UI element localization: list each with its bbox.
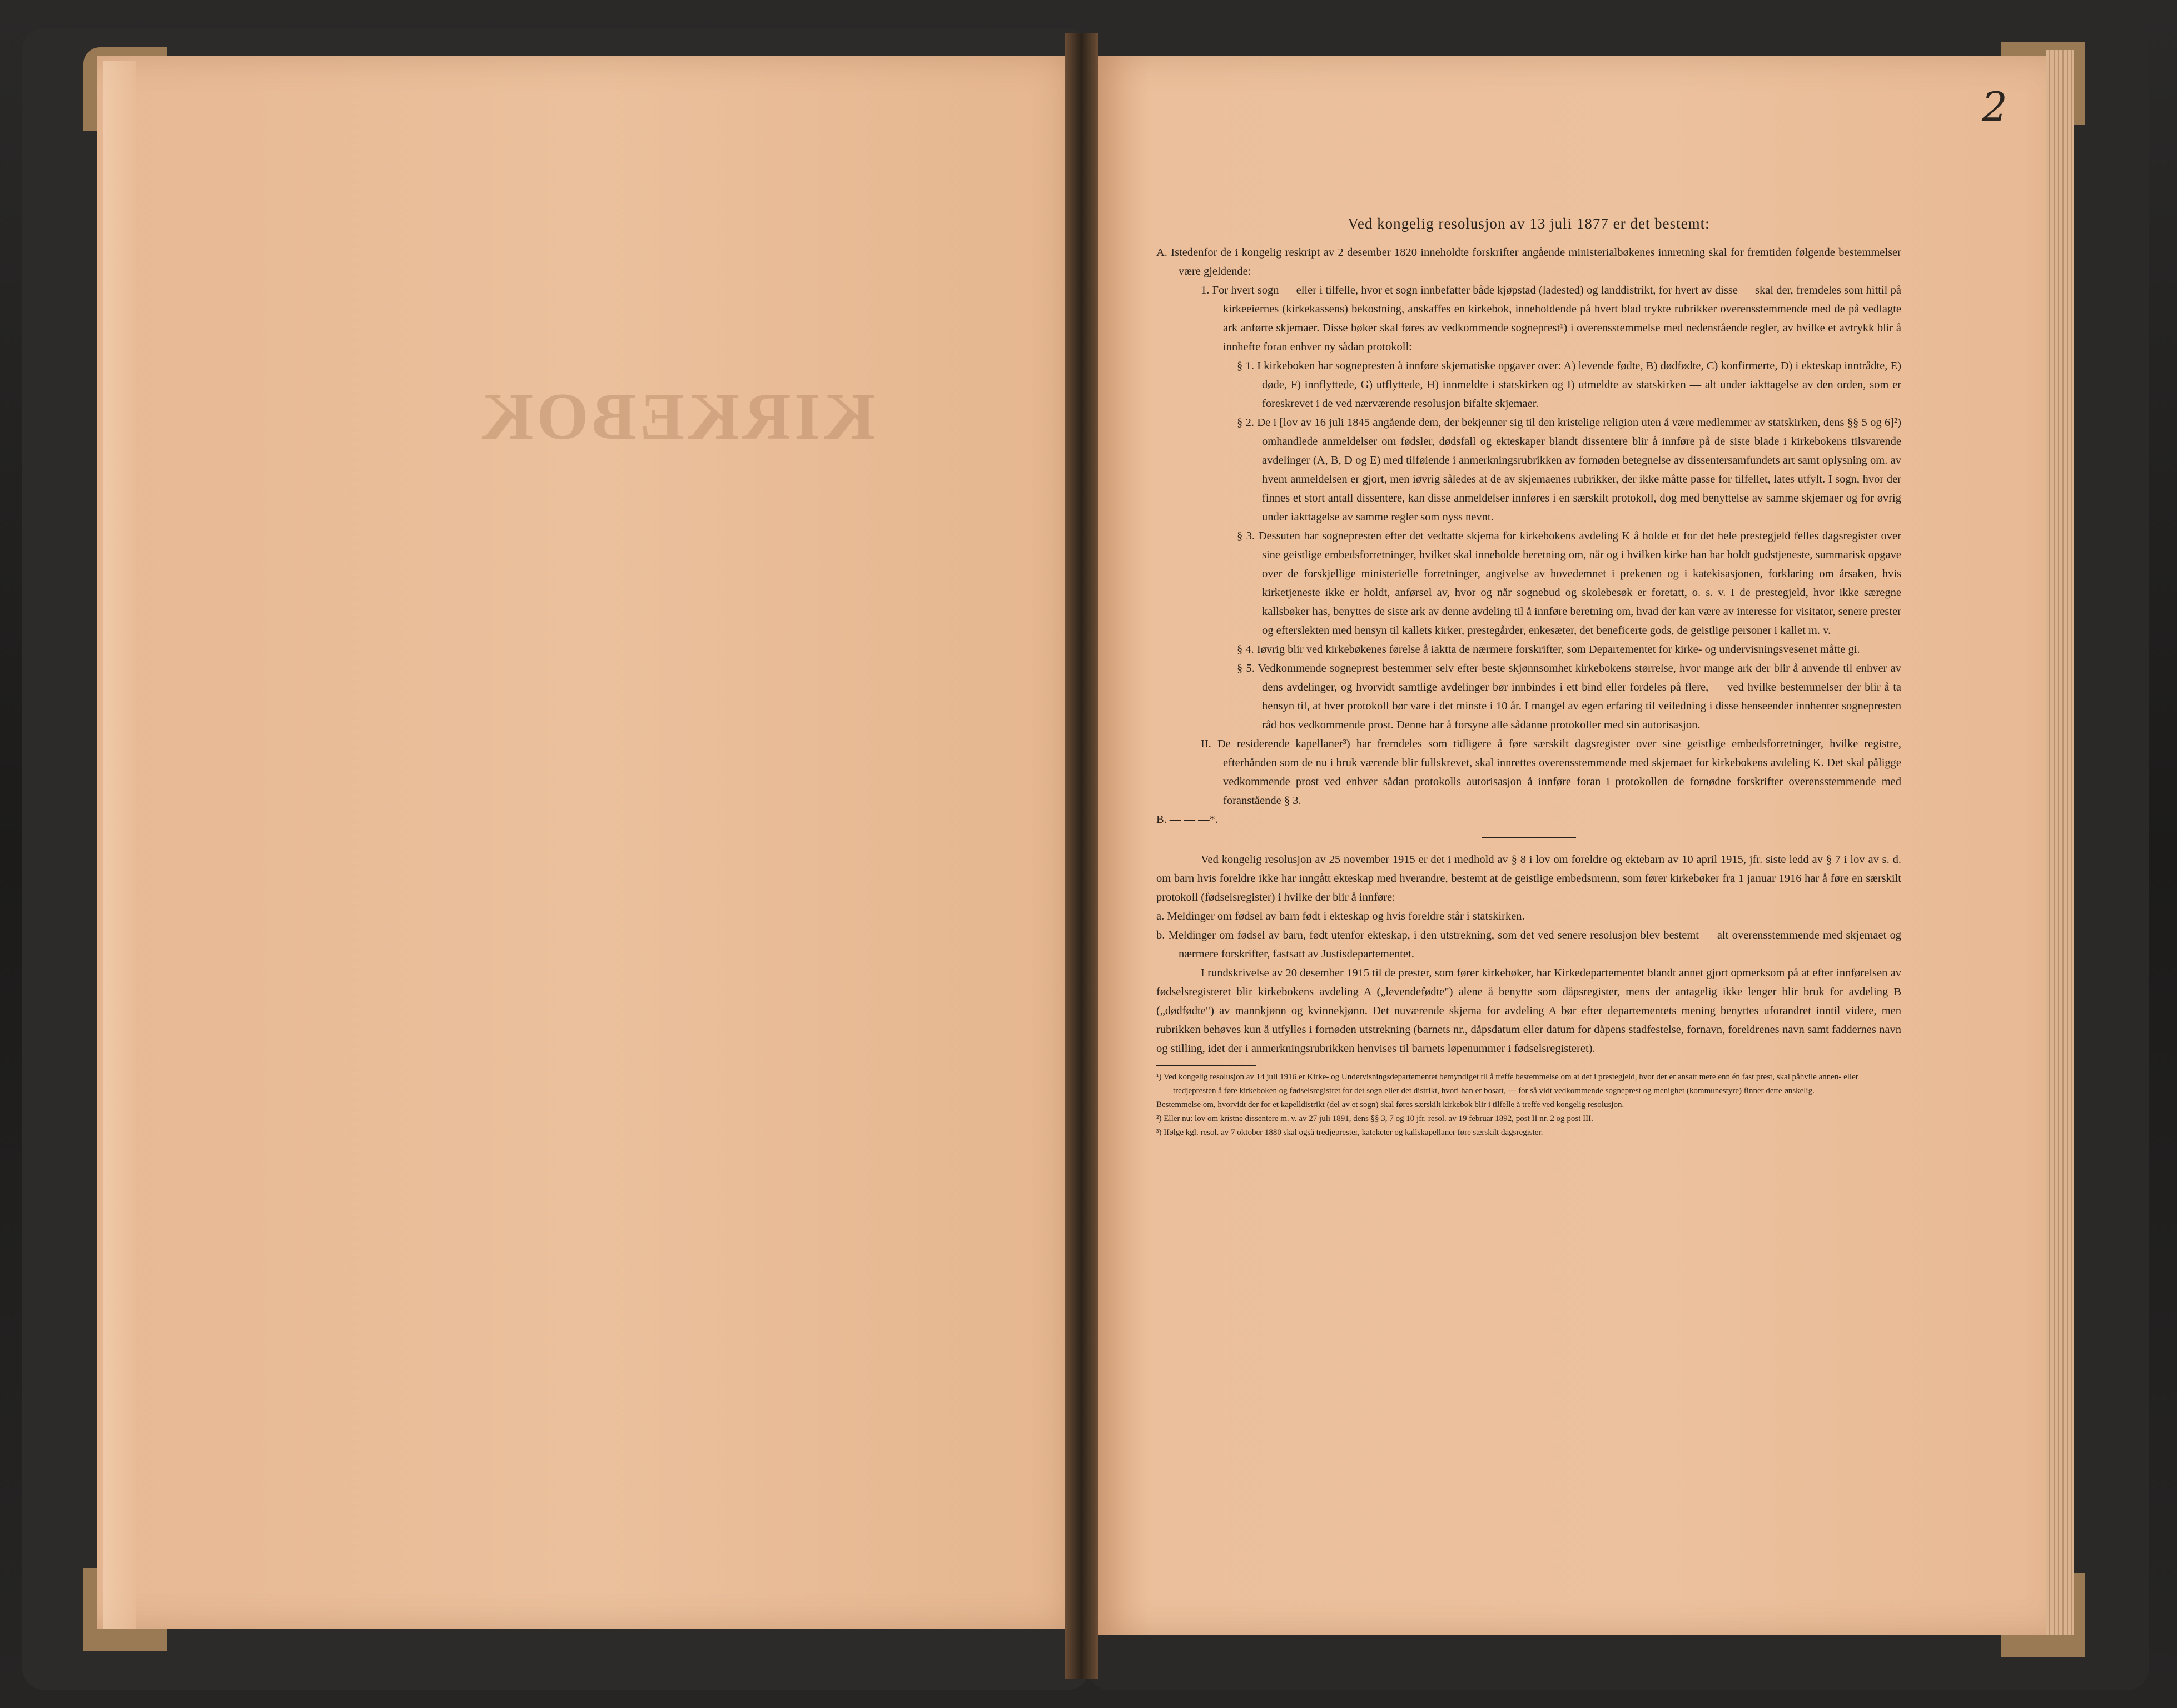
later-resolutions	[1156, 850, 1901, 1058]
footnote: ³) Ifølge kgl. resol. av 7 oktober 1880 skal også tredjeprester, kateketer og kallskapellaner føre særskilt dagsregister.	[1156, 1128, 1543, 1137]
footnotes	[1156, 1070, 1901, 1140]
footnote: ¹) Ved kongelig resolusjon av 14 juli 1916 er Kirke- og Undervisningsdepartementet bemyndiget til å treffe bestemmelse om at det i prestegjeld, hvor der er ansatt mere enn én fast prest, skal påhvile annen- eller tredjepresten å føre kirkeboken og fødselsregistret for det sogn eller det distrikt, hvori han er bosatt, — for så vidt vedkommende sogneprest og menighet (kommunestyre) finner dette ønskelig.	[1156, 1073, 1858, 1095]
handwritten-page-number: 2	[1982, 83, 2007, 130]
footnote-divider	[1156, 1065, 1256, 1066]
regulation-paragraph: § 1. I kirkeboken har sognepresten å innføre skjematiske opgaver over: A) levende fødte, B) dødfødte, C) konfirmerte, D) i ekteskap inntrådte, E) døde, F) innflyttede, G) utflyttede, H) innmeldte i statskirken og I) utmeldte av statskirken — alt under iakttagelse av den orden, som er foreskrevet i de ved nærværende resolusjon bifalte skjemaer.	[1237, 360, 1901, 410]
book-gutter	[1065, 33, 1098, 1679]
resolution-paragraph: a. Meldinger om fødsel av barn født i ekteskap og hvis foreldre står i statskirken.	[1156, 910, 1525, 922]
regulation-paragraph: B. — — —*.	[1156, 813, 1219, 826]
page-block-edges	[2046, 50, 2074, 1635]
left-page	[97, 56, 1084, 1629]
resolution-paragraph: Ved kongelig resolusjon av 25 november 1915 er det i medhold av § 8 i lov om foreldre og ektebarn av 10 april 1915, jfr. siste ledd av § 7 i lov av s. d. om barn hvis foreldre ikke har inngått ekteskap med hverandre, bestemt at de geistlige embedsmenn, som fører kirkebøker fra 1 januar 1916 har å føre en særskilt protokoll (fødselsregister) i hvilke der blir å innføre:	[1156, 853, 1901, 903]
resolution-paragraph: I rundskrivelse av 20 desember 1915 til de prester, som fører kirkebøker, har Kirkedepartementet blandt annet gjort opmerksom på at efter innførelsen av fødselsregisteret blir kirkebokens avdeling A („levendefødte") alene å benytte som dåpsregister, mens der antagelig ikke lenger blir bruk for avdeling B („dødfødte") av mannkjønn og kvinnekjønn. Det nuværende skjema for avdeling A bør efter departementets mening benyttes uforandret inntil videre, men rubrikken behøves kun å utfylles i fornøden utstrekning (barnets nr., dåpsdatum eller datum for dåpens stadfestelse, fornavn, foreldrenes navn samt faddernes navn og stilling, idet der i anmerkningsrubrikken henvises til barnets løpenummer i fødselsregisteret).	[1156, 967, 1901, 1055]
footnote: Bestemmelse om, hvorvidt der for et kapelldistrikt (del av et sogn) skal føres særskilt kirkebok blir i tilfelle å treffe ved kongelig resolusjon.	[1156, 1100, 1624, 1109]
regulation-sections	[1156, 243, 1901, 829]
regulation-paragraph: § 5. Vedkommende sogneprest bestemmer selv efter beste skjønnsomhet kirkebokens størrelse, hvor mange ark der blir å anvende til enhver av dens avdelinger, og hvorvidt samtlige avdelinger bør innbindes i ett bind eller fordeles på flere, — ved hvilke bestemmelser der blir å ta hensyn til, at hver protokoll bør vare i det minste i 10 år. I mangel av egen erfaring til veiledning i disse henseender innhenter sognepresten råd hos vedkommende prost. Denne har å forsyne alle sådanne protokoller med sin autorisasjon.	[1237, 662, 1901, 731]
regulation-paragraph: § 2. De i [lov av 16 juli 1845 angående dem, der bekjenner sig til den kristelige religion uten å være medlemmer av statskirken, dens §§ 5 og 6]²) omhandlede anmeldelser om fødsler, dødsfall og ekteskaper blandt dissentere blir å innføre på de siste blade i kirkebokens tilsvarende avdelinger (A, B, D og E) med tilføiende i anmerkningsrubrikken av fornøden betegnelse av dissentersamfundets art samt oplysning om. av hvem anmeldelsen er gjort, men iøvrig således at de av skjemaenes rubrikker, der ikke måtte passe for tilfellet, lates utfylt. I sogn, hvor der finnes et stort antall dissentere, kan disse anmeldelser innføres i en særskilt protokoll, dog med benyttelse av samme skjemaer og for øvrig under iakttagelse av samme regler som nyss nevnt.	[1237, 416, 1901, 523]
heading: Ved kongelig resolusjon av 13 juli 1877 er det bestemt:	[1348, 215, 1710, 232]
regulation-paragraph: § 3. Dessuten har sognepresten efter det vedtatte skjema for kirkebokens avdeling K å holde et for det hele prestegjeld felles dagsregister over sine geistlige embedsforretninger, hvilket skal inneholde beretning om, når og i hvilken kirke han har holdt gudstjeneste, summarisk opgave over de forskjellige ministerielle forretninger, angivelse av hovedemnet i prekenen og i katekisasjonen, forklaring om årsaken, hvis kirketjeneste ikke er holdt, anførsel av, hvor og når sognebud og skolebesøk er foretatt, o. s. v. I de prestegjeld, hvor ikke særegne kallsbøker has, benyttes de siste ark av denne avdeling til å innføre beretning om, hvad der kan være av interesse for visitator, senere prester og efterslekten med hensyn til kallets kirker, prestegårder, enkesæter, det beneficerte gods, de geistlige personer i kallet m. v.	[1237, 530, 1901, 637]
regulation-paragraph: 1. For hvert sogn — eller i tilfelle, hvor et sogn innbefatter både kjøpstad (ladested) og landdistrikt, for hvert av disse — skal der, fremdeles som hittil på kirkeeiernes (kirkekassens) bekostning, anskaffes en kirkebok, inneholdende på hvert blad trykte rubrikker overensstemmende med de på vedlagte ark anførte skjemaer. Disse bøker skal føres av vedkommende sogneprest¹) i overensstemmelse med nedenstående regler, av hvilke et avtrykk blir å innhefte foran enhver ny sådan protokoll:	[1201, 284, 1901, 353]
resolution-paragraph: b. Meldinger om fødsel av barn, født utenfor ekteskap, i den utstrekning, som det ved senere resolusjon blev bestemt — alt overensstemmende med skjemaet og nærmere forskrifter, fastsatt av Justisdepartementet.	[1156, 929, 1901, 960]
regulation-paragraph: II. De residerende kapellaner³) har fremdeles som tidligere å føre særskilt dagsregister over sine geistlige embedsforretninger, hvilke registre, efterhånden som de nu i bruk værende blir fullskrevet, skal innrettes overensstemmende med skjemaet for kirkebokens avdeling K. Det skal påligge vedkommende prost ved enhver sådan protokolls autorisasjon å innføre foran i protokollen de fornødne forskrifter overensstemmende med foranstående § 3.	[1201, 738, 1901, 807]
regulation-paragraph: A. Istedenfor de i kongelig reskript av 2 desember 1820 inneholdte forskrifter angående ministerialbøkenes innretning skal for fremtiden følgende bestemmelser være gjeldende:	[1156, 246, 1901, 277]
bleed-through-title: KIRKEBOK	[478, 379, 876, 453]
left-page-edge	[103, 61, 136, 1629]
printed-text	[1156, 214, 1901, 1140]
regulation-paragraph: § 4. Iøvrig blir ved kirkebøkenes førelse å iaktta de nærmere forskrifter, som Departementet for kirke- og undervisningsvesenet måtte gi.	[1237, 643, 1860, 656]
footnote: ²) Eller nu: lov om kristne dissentere m. v. av 27 juli 1891, dens §§ 3, 7 og 10 jfr. resol. av 19 februar 1892, post II nr. 2 og post III.	[1156, 1114, 1593, 1123]
